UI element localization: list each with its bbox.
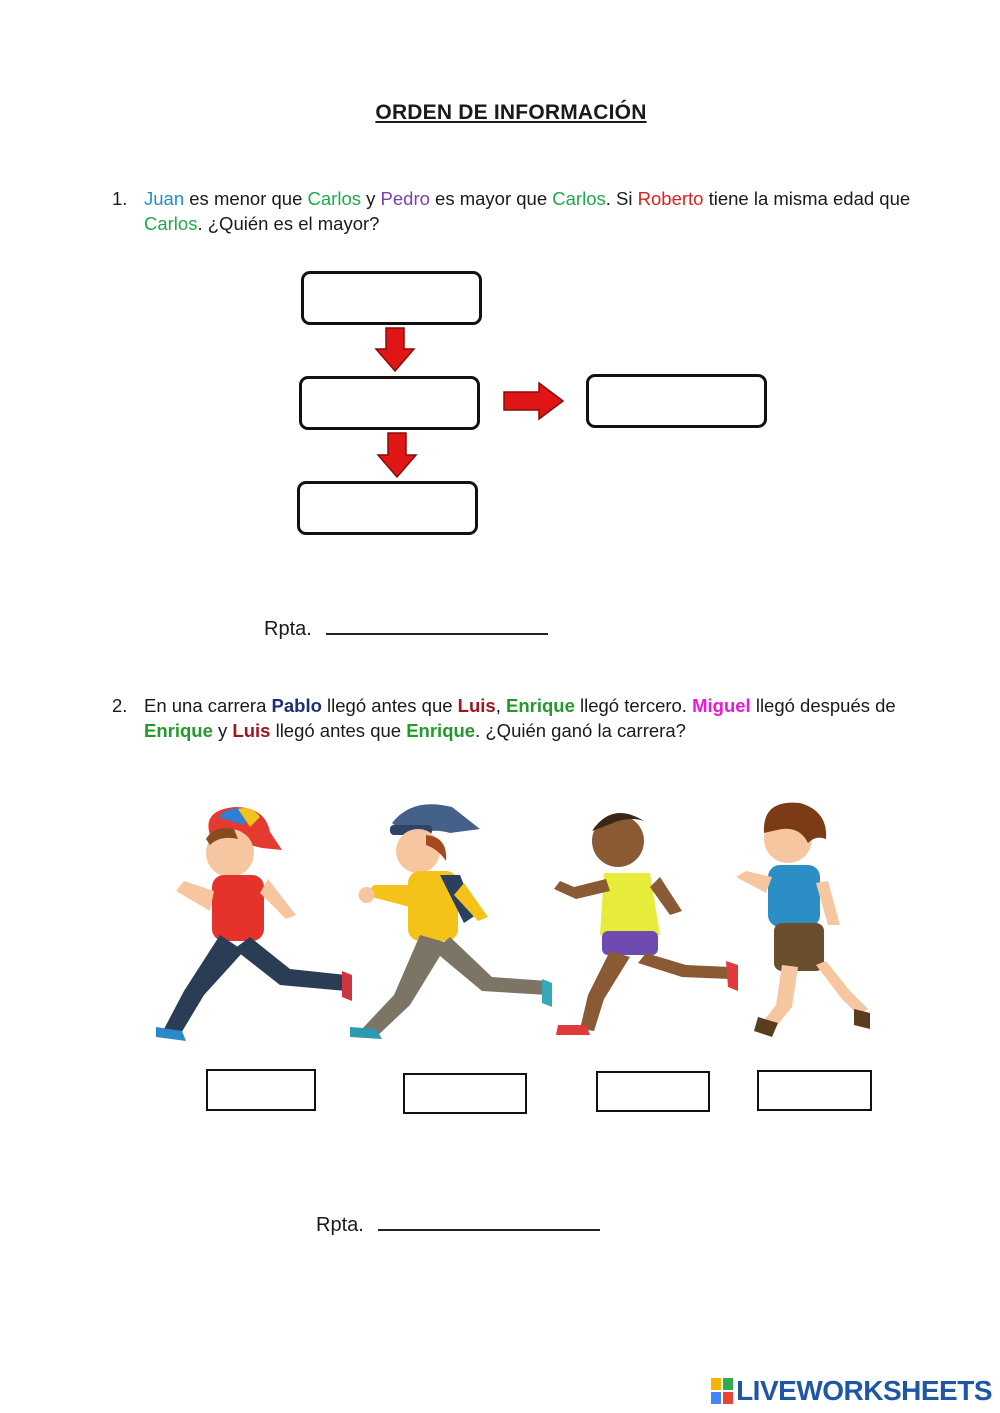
question-number: 2. [112,695,128,716]
brand-logo [711,1375,992,1407]
runner-icon [736,803,870,1037]
name-highlight: Enrique [505,695,575,716]
answer-label: Rpta. [316,1214,364,1236]
question-text-segment: tiene la misma edad que [703,188,911,209]
runner-box-4[interactable] [757,1070,872,1111]
name-highlight: Luis [457,695,496,716]
name-highlight: Pedro [380,188,430,209]
name-highlight: Roberto [637,188,704,209]
answer-label: Rpta. [264,618,312,640]
question-text-segment: y [212,720,233,741]
down-arrow-icon [376,432,418,479]
name-highlight: Luis [232,720,271,741]
question-text-segment: es menor que [184,188,308,209]
question-text-segment: , [495,695,506,716]
name-highlight: Juan [144,188,185,209]
answer-line[interactable] [326,617,548,635]
answer-box-middle[interactable] [299,376,480,430]
runners-illustration [150,795,880,1055]
name-highlight: Miguel [692,695,751,716]
answer-line[interactable] [378,1213,600,1231]
question-text-segment: . ¿Quién ganó la carrera? [475,720,686,741]
question-1 [112,186,952,236]
runner-box-2[interactable] [403,1073,527,1114]
question-text-segment: es mayor que [429,188,553,209]
question-text-segment: llegó antes que [321,695,458,716]
question-text-segment: llegó tercero. [574,695,693,716]
name-highlight: Enrique [406,720,476,741]
question-2 [112,693,952,743]
runner-icon [350,804,552,1039]
brand-text: LIVEWORKSHEETS [736,1375,992,1406]
question-text-segment: llegó antes que [270,720,407,741]
liveworksheets-logo-icon [711,1378,733,1404]
name-highlight: Carlos [552,188,606,209]
runner-box-3[interactable] [596,1071,710,1112]
name-highlight: Carlos [307,188,361,209]
question-number: 1. [112,188,128,209]
runner-icon [156,807,352,1041]
runner-icon [554,813,738,1035]
question-text [144,693,952,743]
answer-1[interactable] [264,617,548,641]
answer-box-top[interactable] [301,271,482,325]
name-highlight: Carlos [144,213,198,234]
right-arrow-icon [503,381,565,421]
name-highlight: Pablo [271,695,322,716]
question-text [144,186,952,236]
runner-box-1[interactable] [206,1069,316,1111]
question-text-segment: y [361,188,381,209]
name-highlight: Enrique [144,720,213,741]
page-title: ORDEN DE INFORMACIÓN [375,101,647,124]
question-text-segment: . ¿Quién es el mayor? [197,213,380,234]
question-text-segment: llegó después de [750,695,896,716]
answer-2[interactable] [316,1213,600,1237]
question-text-segment: En una carrera [144,695,272,716]
answer-box-bottom[interactable] [297,481,478,535]
down-arrow-icon [374,327,416,373]
answer-box-right[interactable] [586,374,767,428]
question-text-segment: . Si [605,188,638,209]
